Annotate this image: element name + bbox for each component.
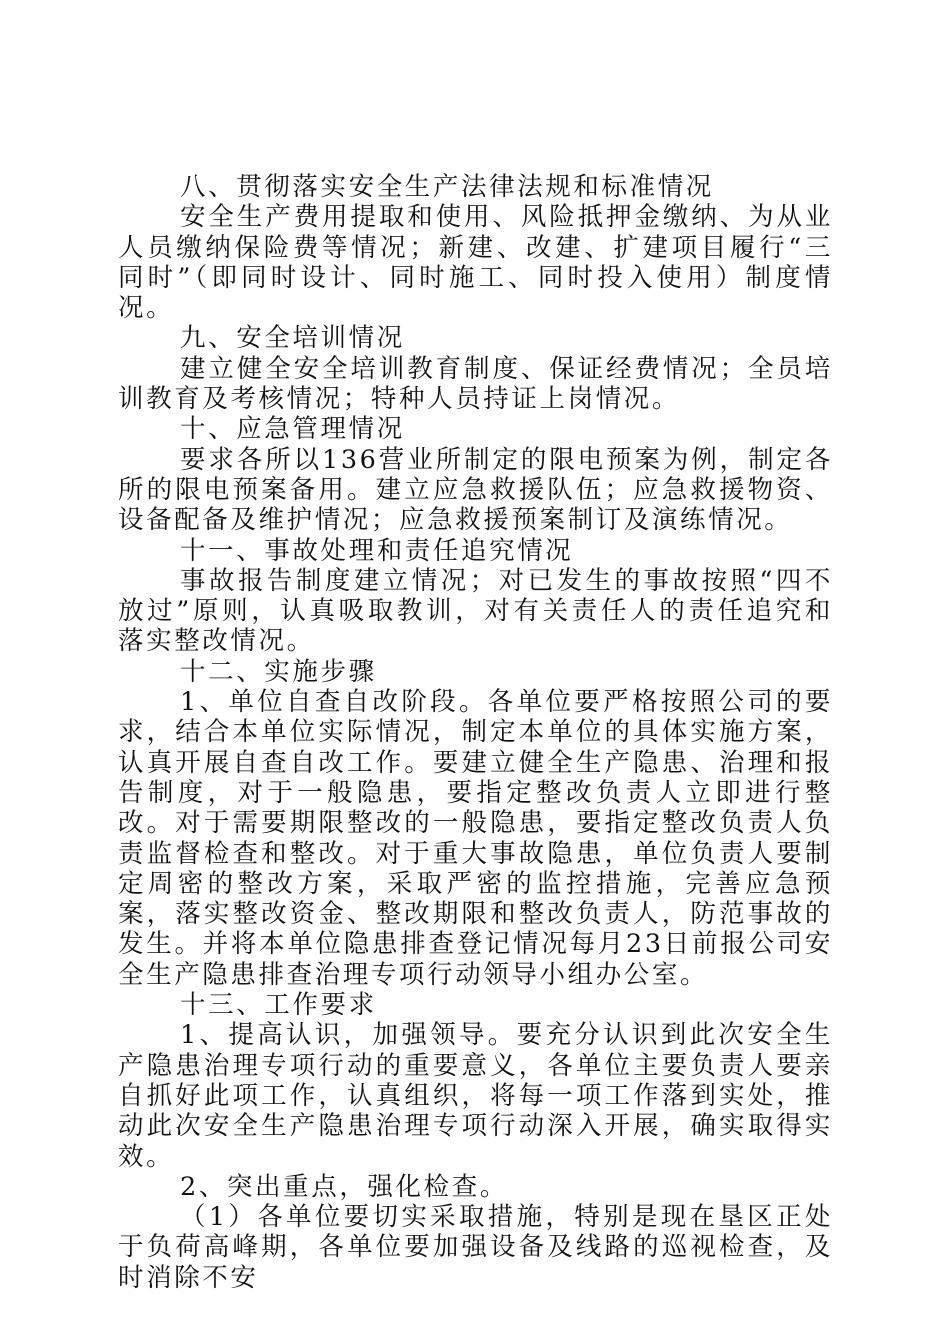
section-paragraph-12: 1、单位自查自改阶段。各单位要严格按照公司的要求，结合本单位实际情况，制定本单位的具体实施方案，认真开展自查自改工作。要建立健全生产隐患、治理和报告制度，对于一般隐患，要指定整改负责人立即进行整改。对于需要期限整改的一般隐患，要指定整改负责人负责监督检查和整改。对于重大事故隐患，单位负责人要制定周密的整改方案，采取严密的监控措施，完善应急预案，落实整改资金、整改期限和整改负责人，防范事故的发生。并将本单位隐患排查登记情况每月23日前报公司安全生产隐患排查治理专项行动领导小组办公室。 <box>118 687 833 990</box>
section-heading-9: 九、安全培训情况 <box>180 323 405 354</box>
section-paragraph-10: 要求各所以136营业所制定的限电预案为例，制定各所的限电预案备用。建立应急救援队伍；应急救援物资、设备配备及维护情况；应急救援预案制订及演练情况。 <box>118 444 833 536</box>
section-heading-12: 十二、实施步骤 <box>180 656 377 687</box>
section-paragraph-8: 安全生产费用提取和使用、风险抵押金缴纳、为从业人员缴纳保险费等情况；新建、改建、扩建项目履行“三同时”（即同时设计、同时施工、同时投入使用）制度情况。 <box>118 202 833 324</box>
section-paragraph-9: 建立健全安全培训教育制度、保证经费情况；全员培训教育及考核情况；特种人员持证上岗情况。 <box>118 353 833 415</box>
section-heading-13: 十三、工作要求 <box>180 990 377 1021</box>
section-paragraph-11: 事故报告制度建立情况；对已发生的事故按照“四不放过”原则，认真吸取教训，对有关责任人的责任追究和落实整改情况。 <box>118 565 833 657</box>
section-paragraph-13: 1、提高认识，加强领导。要充分认识到此次安全生产隐患治理专项行动的重要意义，各单位主要负责人要亲自抓好此项工作，认真组织，将每一项工作落到实处，推动此次安全生产隐患治理专项行动深入开展，确实取得实效。 <box>118 1020 833 1172</box>
document-body <box>118 172 833 1293</box>
section-heading-11: 十一、事故处理和责任追究情况 <box>180 535 574 566</box>
subsection-paragraph-1: （1）各单位要切实采取措施，特别是现在垦区正处于负荷高峰期，各单位要加强设备及线路的巡视检查，及时消除不安 <box>118 1202 833 1293</box>
subsection-heading-2: 2、突出重点，强化检查。 <box>180 1171 508 1202</box>
section-heading-8: 八、贯彻落实安全生产法律法规和标准情况 <box>180 172 714 202</box>
section-heading-10: 十、应急管理情况 <box>180 414 405 445</box>
